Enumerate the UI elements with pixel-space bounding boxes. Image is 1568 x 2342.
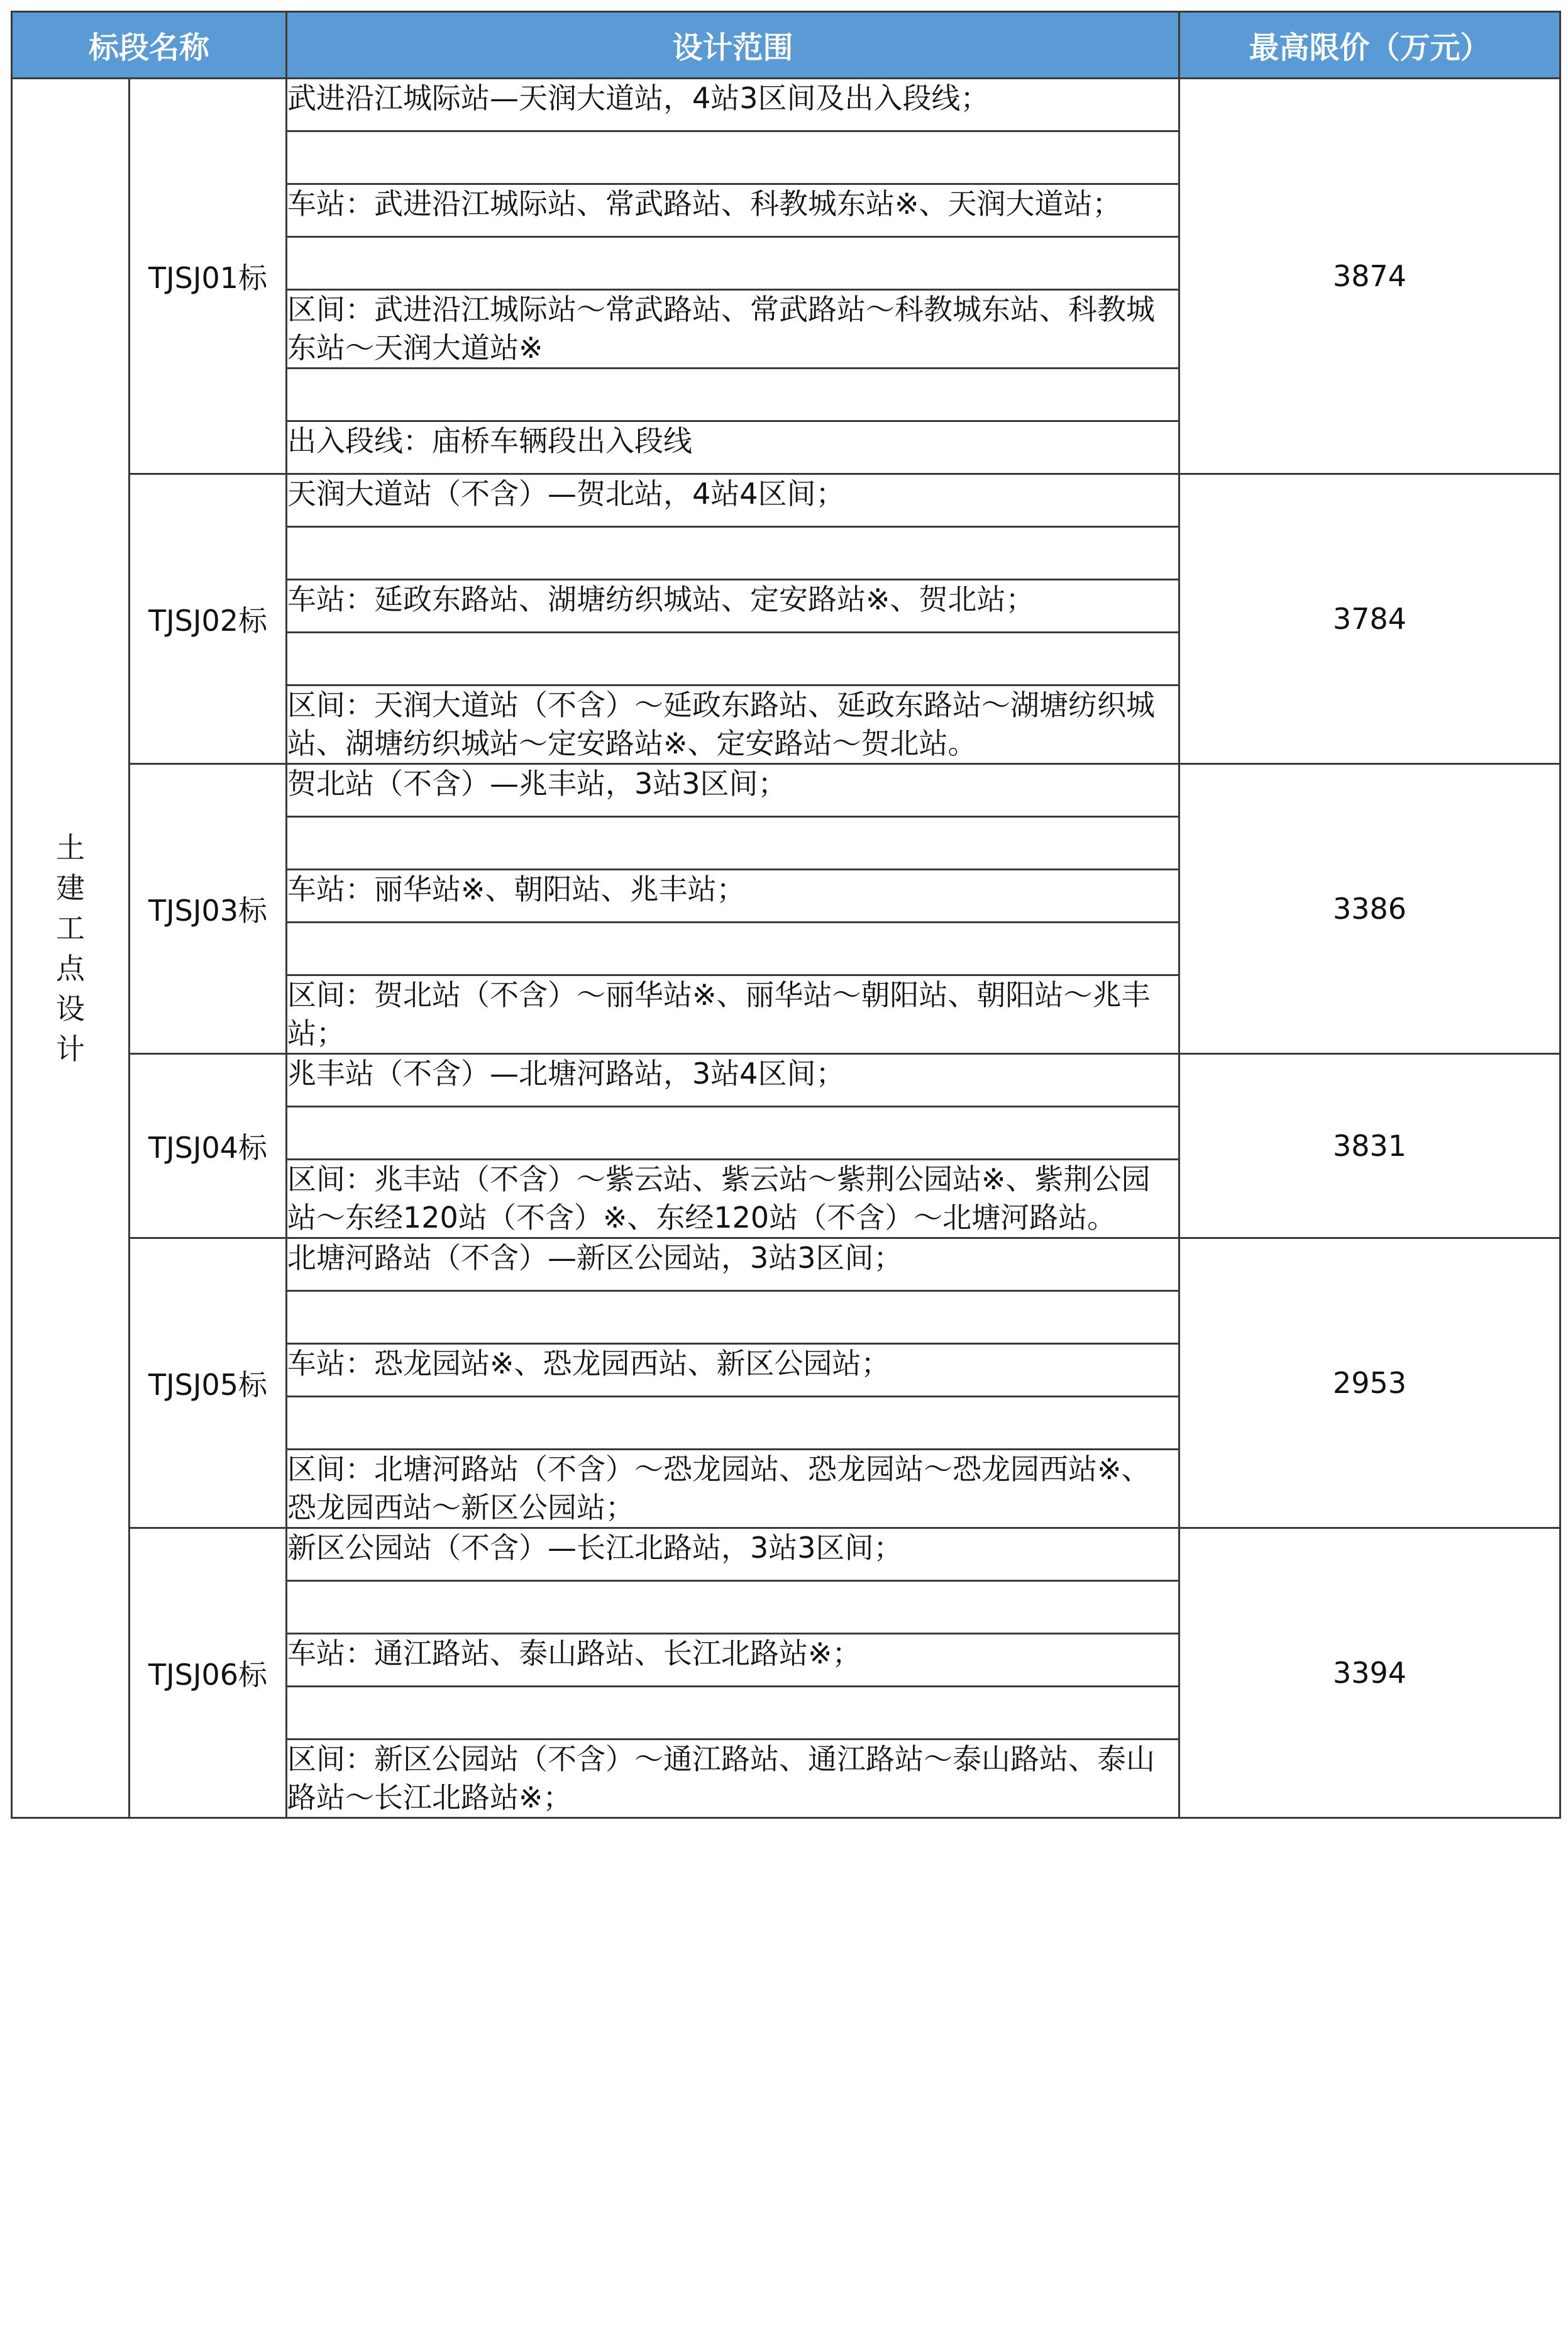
- scope-line: 天润大道站（不含）—贺北站，4站4区间；: [287, 474, 1179, 527]
- scope-line: [287, 1107, 1179, 1160]
- scope-line: [287, 817, 1179, 870]
- lot-name: TJSJ06标: [130, 1528, 287, 1818]
- scope-line: [287, 633, 1179, 685]
- scope-line: 新区公园站（不含）—长江北路站，3站3区间；: [287, 1528, 1179, 1581]
- table-row: [12, 1238, 1560, 1291]
- scope-line: 贺北站（不含）—兆丰站，3站3区间；: [287, 764, 1179, 817]
- scope-line: 区间：武进沿江城际站～常武路站、常武路站～科教城东站、科教城东站～天润大道站※: [287, 290, 1179, 369]
- table-body: [12, 79, 1560, 1818]
- scope-line: [287, 527, 1179, 580]
- scope-line: 武进沿江城际站—天润大道站，4站3区间及出入段线；: [287, 79, 1179, 131]
- scope-line: [287, 1397, 1179, 1450]
- scope-line: 车站：武进沿江城际站、常武路站、科教城东站※、天润大道站；: [287, 184, 1179, 237]
- max-price: 2953: [1179, 1238, 1560, 1528]
- category-label: 土建工点设计: [56, 830, 85, 1066]
- header-row: [12, 12, 1560, 79]
- lot-name: TJSJ03标: [130, 764, 287, 1054]
- header-max-price: 最高限价（万元）: [1179, 12, 1560, 79]
- max-price: 3874: [1179, 79, 1560, 474]
- header-design-scope: 设计范围: [287, 12, 1179, 79]
- table-row: [12, 1528, 1560, 1581]
- scope-line: 车站：通江路站、泰山路站、长江北路站※；: [287, 1634, 1179, 1687]
- scope-line: 区间：贺北站（不含）～丽华站※、丽华站～朝阳站、朝阳站～兆丰站；: [287, 975, 1179, 1054]
- lot-name: TJSJ02标: [130, 474, 287, 764]
- scope-line: [287, 923, 1179, 975]
- scope-line: 区间：北塘河路站（不含）～恐龙园站、恐龙园站～恐龙园西站※、恐龙园西站～新区公园站；: [287, 1450, 1179, 1528]
- table-row: [12, 474, 1560, 527]
- table-row: [12, 1054, 1560, 1107]
- max-price: 3394: [1179, 1528, 1560, 1818]
- max-price: 3386: [1179, 764, 1560, 1054]
- scope-line: 车站：恐龙园站※、恐龙园西站、新区公园站；: [287, 1344, 1179, 1397]
- category-cell: [12, 79, 130, 1818]
- scope-line: 区间：兆丰站（不含）～紫云站、紫云站～紫荆公园站※、紫荆公园站～东经120站（不含）※、东经120站（不含）～北塘河路站。: [287, 1160, 1179, 1238]
- table-row: [12, 79, 1560, 131]
- scope-line: [287, 1687, 1179, 1740]
- scope-line: 车站：丽华站※、朝阳站、兆丰站；: [287, 870, 1179, 923]
- bid-lot-table: [11, 11, 1561, 1819]
- max-price: 3784: [1179, 474, 1560, 764]
- scope-line: 出入段线：庙桥车辆段出入段线: [287, 421, 1179, 474]
- scope-line: [287, 237, 1179, 290]
- header-lot-name: 标段名称: [12, 12, 287, 79]
- max-price: 3831: [1179, 1054, 1560, 1238]
- scope-line: 车站：延政东路站、湖塘纺织城站、定安路站※、贺北站；: [287, 580, 1179, 633]
- scope-line: [287, 131, 1179, 184]
- scope-line: 区间：天润大道站（不含）～延政东路站、延政东路站～湖塘纺织城站、湖塘纺织城站～定安路站※、定安路站～贺北站。: [287, 685, 1179, 764]
- scope-line: 兆丰站（不含）—北塘河路站，3站4区间；: [287, 1054, 1179, 1107]
- lot-name: TJSJ05标: [130, 1238, 287, 1528]
- scope-line: [287, 1291, 1179, 1344]
- scope-line: [287, 369, 1179, 421]
- scope-line: [287, 1581, 1179, 1634]
- scope-line: 区间：新区公园站（不含）～通江路站、通江路站～泰山路站、泰山路站～长江北路站※；: [287, 1740, 1179, 1818]
- table-row: [12, 764, 1560, 817]
- scope-line: 北塘河路站（不含）—新区公园站，3站3区间；: [287, 1238, 1179, 1291]
- lot-name: TJSJ04标: [130, 1054, 287, 1238]
- lot-name: TJSJ01标: [130, 79, 287, 474]
